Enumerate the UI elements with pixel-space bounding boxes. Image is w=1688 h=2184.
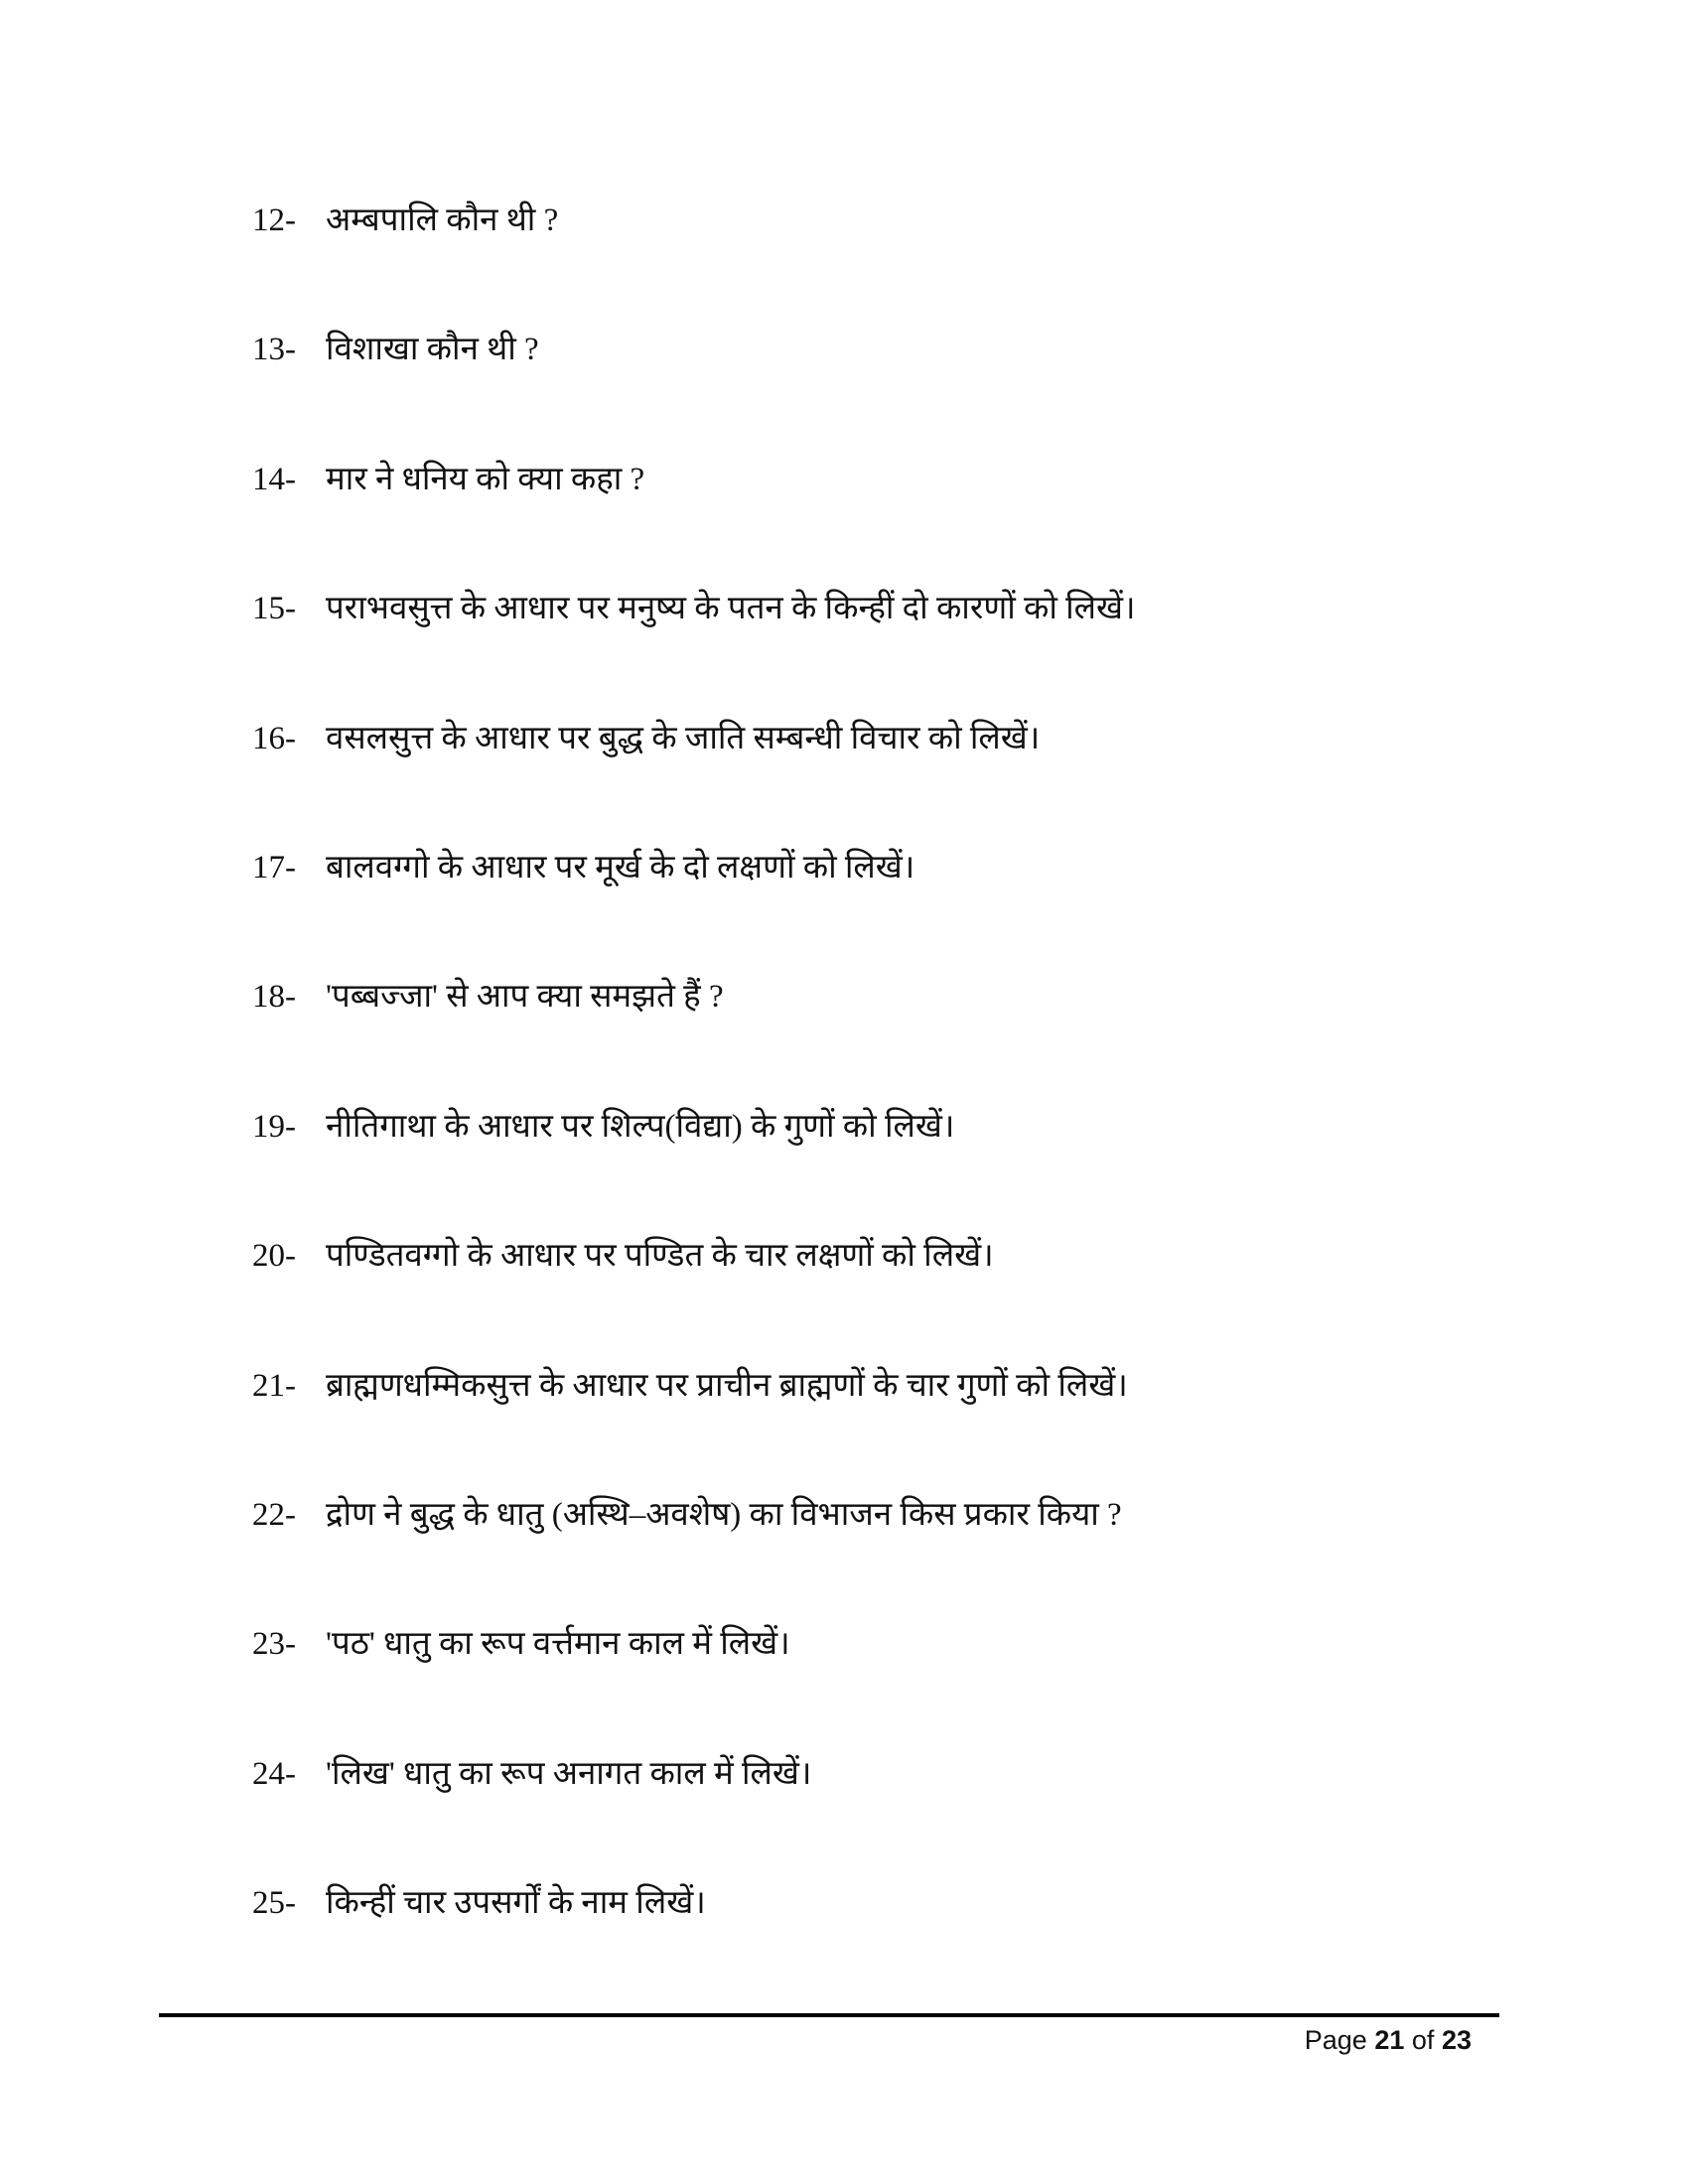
- current-page: 21: [1374, 2025, 1405, 2055]
- question-item: [252, 713, 1589, 842]
- question-number: 19-: [252, 1108, 296, 1145]
- question-item: [252, 1101, 1589, 1230]
- question-item: [252, 842, 1589, 971]
- question-item: [252, 1877, 1589, 2006]
- question-item: [252, 1489, 1589, 1618]
- question-item: [252, 454, 1589, 583]
- question-text: नीतिगाथा के आधार पर शिल्प(विद्या) के गुणों को लिखें।: [326, 1108, 955, 1145]
- question-number: 18-: [252, 979, 296, 1016]
- question-item: [252, 583, 1589, 712]
- question-text: विशाखा कौन थी ?: [326, 332, 539, 368]
- question-number: 16-: [252, 720, 296, 756]
- question-number: 13-: [252, 332, 296, 368]
- question-text: ब्राह्मणधम्मिकसुत्त के आधार पर प्राचीन ब्राह्मणों के चार गुणों को लिखें।: [326, 1367, 1128, 1404]
- question-item: [252, 324, 1589, 453]
- question-text: वसलसुत्त के आधार पर बुद्ध के जाति सम्बन्धी विचार को लिखें।: [326, 720, 1041, 756]
- question-number: 24-: [252, 1755, 296, 1792]
- footer-divider: [159, 2013, 1499, 2017]
- question-text: 'लिख' धातु का रूप अनागत काल में लिखें।: [326, 1755, 812, 1792]
- question-number: 15-: [252, 591, 296, 627]
- question-item: [252, 971, 1589, 1100]
- question-text: पराभवसुत्त के आधार पर मनुष्य के पतन के किन्हीं दो कारणों को लिखें।: [326, 591, 1136, 627]
- question-text: अम्बपालि कौन थी ?: [326, 203, 559, 238]
- question-number: 12-: [252, 203, 296, 238]
- question-number: 23-: [252, 1626, 296, 1663]
- question-number: 17-: [252, 849, 296, 886]
- page-number: [1305, 2025, 1472, 2056]
- question-text: 'पठ' धातु का रूप वर्त्तमान काल में लिखें।: [326, 1626, 790, 1663]
- question-text: द्रोण ने बुद्ध के धातु (अस्थि–अवशेष) का विभाजन किस प्रकार किया ?: [326, 1496, 1122, 1533]
- question-number: 20-: [252, 1238, 296, 1275]
- question-item: [252, 1748, 1589, 1877]
- page-label: Page: [1304, 2025, 1367, 2055]
- question-number: 21-: [252, 1367, 296, 1404]
- question-list: [252, 195, 1589, 2006]
- question-item: [252, 1230, 1589, 1359]
- question-text: 'पब्बज्जा' से आप क्या समझते हैं ?: [326, 979, 724, 1016]
- question-number: 22-: [252, 1496, 296, 1533]
- question-item: [252, 1618, 1589, 1747]
- question-number: 25-: [252, 1885, 296, 1922]
- total-pages: 23: [1441, 2025, 1472, 2055]
- question-text: मार ने धनिय को क्या कहा ?: [326, 461, 645, 497]
- question-text: बालवग्गो के आधार पर मूर्ख के दो लक्षणों को लिखें।: [326, 849, 915, 886]
- question-item: [252, 1360, 1589, 1489]
- question-number: 14-: [252, 461, 296, 497]
- question-text: किन्हीं चार उपसर्गों के नाम लिखें।: [326, 1885, 706, 1922]
- of-label: of: [1411, 2025, 1435, 2055]
- question-item: [252, 195, 1589, 324]
- question-text: पण्डितवग्गो के आधार पर पण्डित के चार लक्षणों को लिखें।: [326, 1238, 994, 1275]
